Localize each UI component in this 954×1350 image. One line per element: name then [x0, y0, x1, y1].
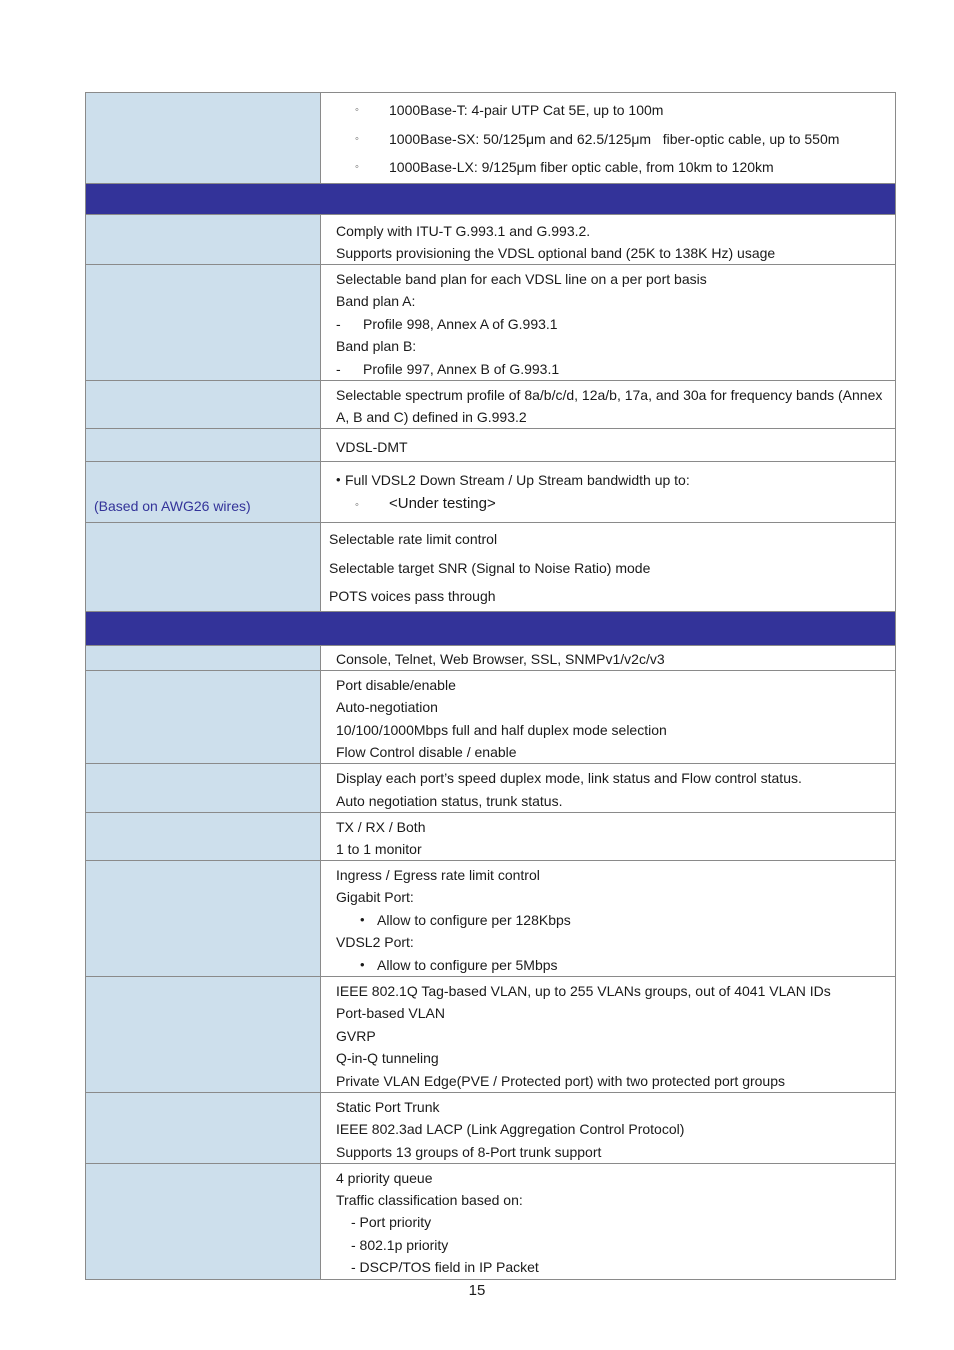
- spec-line: VDSL2 Port:: [336, 934, 414, 950]
- row-bandwidth-control: [86, 861, 895, 977]
- spec-line: - DSCP/TOS field in IP Packet: [351, 1259, 539, 1275]
- performance-note: (Based on AWG26 wires): [94, 498, 251, 514]
- dash-bullet: -: [336, 316, 341, 332]
- row-vdsl-features: [86, 523, 895, 612]
- spec-line: TX / RX / Both: [336, 819, 426, 835]
- spec-line: IEEE 802.3ad LACP (Link Aggregation Control Protocol): [336, 1121, 685, 1137]
- row-value-cell: [321, 523, 895, 611]
- row-value-cell: [321, 93, 895, 183]
- spec-line: Selectable rate limit control: [329, 531, 498, 547]
- row-value-cell: [321, 1093, 895, 1163]
- spec-line: Allow to configure per 128Kbps: [377, 912, 571, 928]
- spec-line: Private VLAN Edge(PVE / Protected port) with two protected port groups: [336, 1073, 785, 1089]
- row-label-cell: [86, 671, 321, 763]
- row-value-cell: [321, 462, 895, 522]
- bullet-icon: •: [336, 472, 341, 487]
- spec-line: Port disable/enable: [336, 677, 456, 693]
- spec-line: Static Port Trunk: [336, 1099, 440, 1115]
- row-port-config: [86, 671, 895, 764]
- row-management-interface: [86, 646, 895, 671]
- spec-line: Auto negotiation status, trunk status.: [336, 793, 563, 809]
- row-label-cell: [86, 523, 321, 611]
- row-vlan: [86, 977, 895, 1093]
- spec-line: Band plan B:: [336, 338, 417, 354]
- spec-line: <Under testing>: [389, 495, 496, 512]
- spec-line: Gigabit Port:: [336, 889, 414, 905]
- row-label-cell: [86, 381, 321, 428]
- row-media: [86, 93, 895, 184]
- media-item: 1000Base-SX: 50/125μm and 62.5/125μm fiber-optic cable, up to 550m: [389, 131, 840, 147]
- row-label-cell: [86, 813, 321, 860]
- spec-line: A, B and C) defined in G.993.2: [336, 409, 527, 425]
- row-link-aggregation: [86, 1093, 895, 1164]
- row-value-cell: [321, 764, 895, 812]
- bullet-icon: •: [360, 912, 365, 927]
- spec-line: POTS voices pass through: [329, 588, 496, 604]
- spec-line: Supports 13 groups of 8-Port trunk support: [336, 1144, 602, 1160]
- row-label-cell: [86, 462, 321, 522]
- row-label-cell: [86, 1093, 321, 1163]
- page-number: 15: [468, 1282, 486, 1299]
- row-label-cell: [86, 977, 321, 1092]
- row-label-cell: [86, 215, 321, 264]
- spec-line: Supports provisioning the VDSL optional band (25K to 138K Hz) usage: [336, 245, 776, 261]
- spec-line: - Port priority: [351, 1214, 432, 1230]
- spec-line: Q-in-Q tunneling: [336, 1050, 439, 1066]
- row-performance: [86, 462, 895, 523]
- row-value-cell: [321, 813, 895, 860]
- row-label-cell: [86, 764, 321, 812]
- media-item: 1000Base-T: 4-pair UTP Cat 5E, up to 100m: [389, 102, 664, 118]
- spec-line: Full VDSL2 Down Stream / Up Stream bandwidth up to:: [345, 472, 690, 488]
- spec-line: Display each port’s speed duplex mode, link status and Flow control status.: [336, 770, 802, 786]
- spec-line: Comply with ITU-T G.993.1 and G.993.2.: [336, 223, 591, 239]
- row-label-cell: [86, 861, 321, 976]
- hollow-bullet-icon: ◦: [355, 499, 359, 511]
- spec-line: Band plan A:: [336, 293, 416, 309]
- row-label-cell: [86, 265, 321, 380]
- media-item: 1000Base-LX: 9/125μm fiber optic cable, from 10km to 120km: [389, 159, 774, 175]
- spec-line: Allow to configure per 5Mbps: [377, 957, 558, 973]
- row-port-status: [86, 764, 895, 813]
- hollow-bullet-icon: ◦: [355, 133, 359, 145]
- spec-line: 4 priority queue: [336, 1170, 433, 1186]
- spec-line: Profile 997, Annex B of G.993.1: [363, 361, 560, 377]
- dash-bullet: -: [336, 361, 341, 377]
- spec-line: Flow Control disable / enable: [336, 744, 517, 760]
- spec-line: IEEE 802.1Q Tag-based VLAN, up to 255 VLANs groups, out of 4041 VLAN IDs: [336, 983, 831, 999]
- section-band: [86, 612, 895, 646]
- spec-line: Ingress / Egress rate limit control: [336, 867, 540, 883]
- row-modulation: [86, 429, 895, 462]
- spec-line: GVRP: [336, 1028, 376, 1044]
- spec-line: Selectable band plan for each VDSL line on a per port basis: [336, 271, 707, 287]
- spec-table: [85, 92, 896, 1280]
- spec-line: Profile 998, Annex A of G.993.1: [363, 316, 558, 332]
- spec-line: 1 to 1 monitor: [336, 841, 422, 857]
- spec-line: Port-based VLAN: [336, 1005, 445, 1021]
- spec-line: Auto-negotiation: [336, 699, 438, 715]
- hollow-bullet-icon: ◦: [355, 161, 359, 173]
- row-label-cell: [86, 1164, 321, 1279]
- row-value-cell: [321, 646, 895, 670]
- spec-line: 10/100/1000Mbps full and half duplex mode selection: [336, 722, 667, 738]
- bullet-icon: •: [360, 957, 365, 972]
- row-value-cell: [321, 429, 895, 461]
- spec-line: Selectable spectrum profile of 8a/b/c/d, 12a/b, 17a, and 30a for frequency bands (Annex: [336, 387, 883, 403]
- row-value-cell: [321, 671, 895, 763]
- section-band: [86, 184, 895, 215]
- row-value-cell: [321, 215, 895, 264]
- row-label-cell: [86, 646, 321, 670]
- row-value-cell: [321, 265, 895, 380]
- row-qos: [86, 1164, 895, 1279]
- hollow-bullet-icon: ◦: [355, 104, 359, 116]
- row-value-cell: [321, 977, 895, 1092]
- row-spectrum: [86, 381, 895, 429]
- spec-line: - 802.1p priority: [351, 1237, 449, 1253]
- row-value-cell: [321, 381, 895, 428]
- spec-line: VDSL-DMT: [336, 439, 408, 455]
- row-mirroring: [86, 813, 895, 861]
- spec-line: Console, Telnet, Web Browser, SSL, SNMPv1/v2c/v3: [336, 651, 665, 667]
- row-band-plan: [86, 265, 895, 381]
- spec-line: Selectable target SNR (Signal to Noise Ratio) mode: [329, 560, 651, 576]
- row-vdsl-standard: [86, 215, 895, 265]
- row-value-cell: [321, 1164, 895, 1279]
- row-label-cell: [86, 93, 321, 183]
- spec-line: Traffic classification based on:: [336, 1192, 523, 1208]
- row-value-cell: [321, 861, 895, 976]
- row-label-cell: [86, 429, 321, 461]
